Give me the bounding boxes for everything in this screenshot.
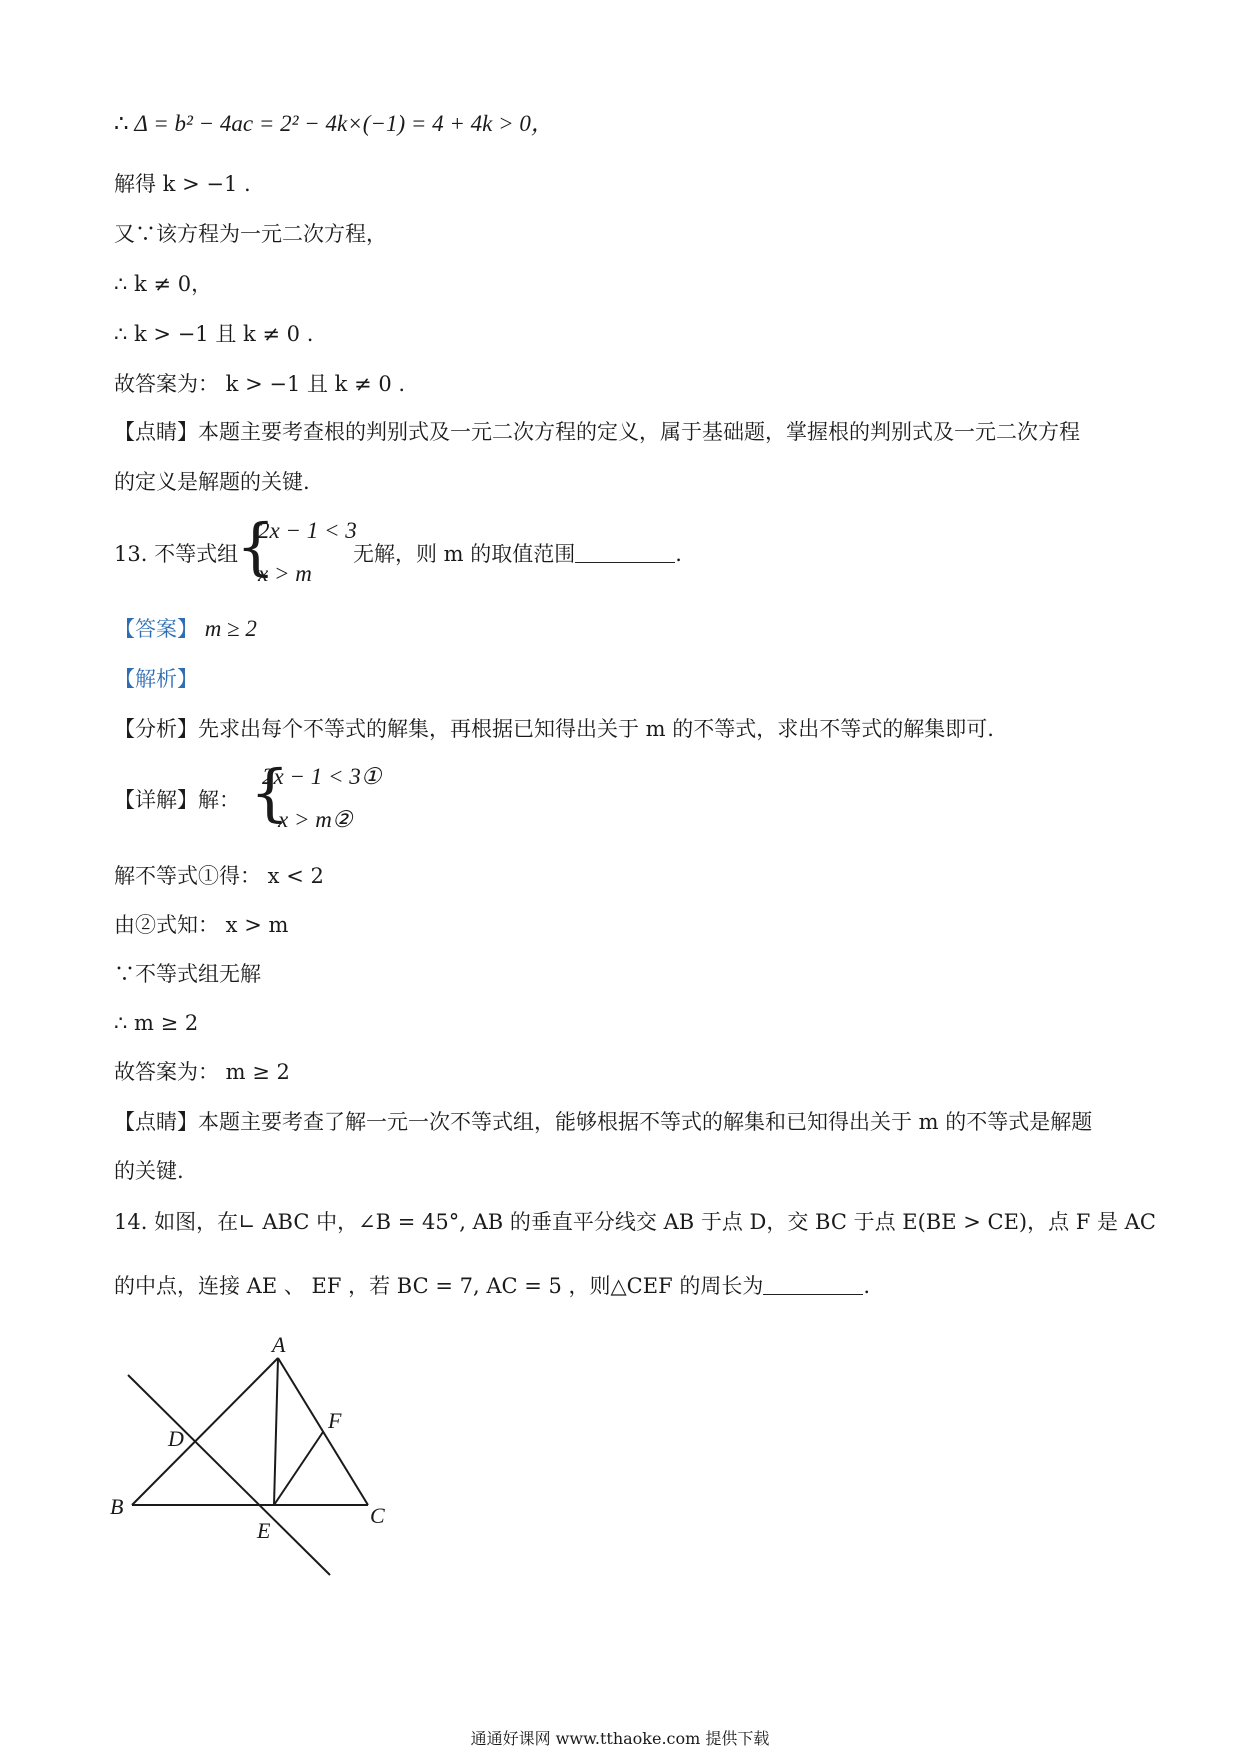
q13-comment-b: 的关键. [114, 1159, 184, 1183]
q13-fenxi: 【分析】先求出每个不等式的解集，再根据已知得出关于 m 的不等式，求出不等式的解集即可. [114, 717, 994, 741]
delta-formula: Δ = b² − 4ac = 2² − 4k×(−1) = 4 + 4k > 0， [134, 111, 554, 136]
q13-sys-2: x > m [258, 561, 312, 586]
solve-k-line: 解得 k > −1 . [114, 172, 251, 196]
segment-ab [132, 1358, 278, 1505]
q13-step1: 解不等式①得： x < 2 [114, 864, 324, 888]
q13-step4: ∴ m ≥ 2 [114, 1011, 199, 1035]
q14-line2 [114, 1272, 870, 1300]
label-c: C [370, 1503, 385, 1528]
q14-line2-text: 的中点，连接 AE 、 EF ，若 BC = 7, AC = 5 ，则△CEF 的周长为 [114, 1274, 764, 1298]
q13-step2: 由②式知： x > m [114, 913, 289, 937]
delta-line [114, 110, 554, 138]
k-ne-0-line: ∴ k ≠ 0， [114, 272, 213, 296]
also-line: 又∵该方程为一元二次方程， [114, 222, 387, 246]
label-f: F [328, 1408, 342, 1433]
label-e: E [257, 1518, 271, 1543]
perpendicular-bisector [128, 1375, 330, 1575]
q14-line1: 14. 如图，在∟ ABC 中，∠B = 45°, AB 的垂直平分线交 AB 于点 D，交 BC 于点 E(BE > CE)，点 F 是 AC [114, 1210, 1156, 1234]
q13-step5: 故答案为： m ≥ 2 [114, 1060, 290, 1084]
q13-answer: m ≥ 2 [204, 616, 257, 641]
analysis-tag: 【解析】 [114, 667, 198, 691]
segment-ac [278, 1358, 368, 1505]
q14-end: . [863, 1274, 871, 1298]
q13-sys-1: 2x − 1 < 3 [258, 518, 357, 543]
q13-step3: ∵不等式组无解 [114, 962, 261, 986]
answer-k-line: 故答案为： k > −1 且 k ≠ 0 . [114, 372, 406, 396]
q13-blank [575, 542, 675, 563]
q13-line [114, 540, 238, 568]
q13-detail-brace: { [250, 756, 290, 829]
label-d: D [168, 1426, 184, 1451]
q13-tail: 无解，则 m 的取值范围 [353, 542, 576, 566]
comment12-line-a: 【点睛】本题主要考查根的判别式及一元二次方程的定义，属于基础题，掌握根的判别式及一元二次方程 [114, 420, 1080, 444]
q13-lead: 不等式组 [154, 542, 239, 566]
q13-end: . [675, 542, 682, 566]
q13-brace: { [236, 510, 276, 583]
q13-answer-line [114, 615, 257, 643]
segment-ae [274, 1358, 278, 1505]
answer-tag: 【答案】 [114, 617, 198, 641]
q13-detail-lead: 【详解】解： [114, 788, 240, 812]
label-b: B [110, 1494, 124, 1519]
q13-tail-line [353, 540, 682, 568]
segment-ef [274, 1432, 323, 1505]
q13-number: 13. [114, 542, 148, 566]
therefore-symbol: ∴ [114, 111, 129, 136]
footer: 通通好课网 www.tthaoke.com 提供下载 [470, 1729, 770, 1748]
k-range-line: ∴ k > −1 且 k ≠ 0 . [114, 322, 314, 346]
label-a: A [272, 1332, 286, 1357]
q13-detail-sys-1: 2x − 1 < 3① [262, 764, 382, 789]
q13-detail-sys-2: x > m② [278, 807, 353, 832]
triangle-figure [100, 1330, 400, 1590]
comment12-line-b: 的定义是解题的关键. [114, 470, 310, 494]
q14-blank [763, 1274, 863, 1295]
q13-comment-a: 【点睛】本题主要考查了解一元一次不等式组，能够根据不等式的解集和已知得出关于 m 的不等式是解题 [114, 1110, 1093, 1134]
